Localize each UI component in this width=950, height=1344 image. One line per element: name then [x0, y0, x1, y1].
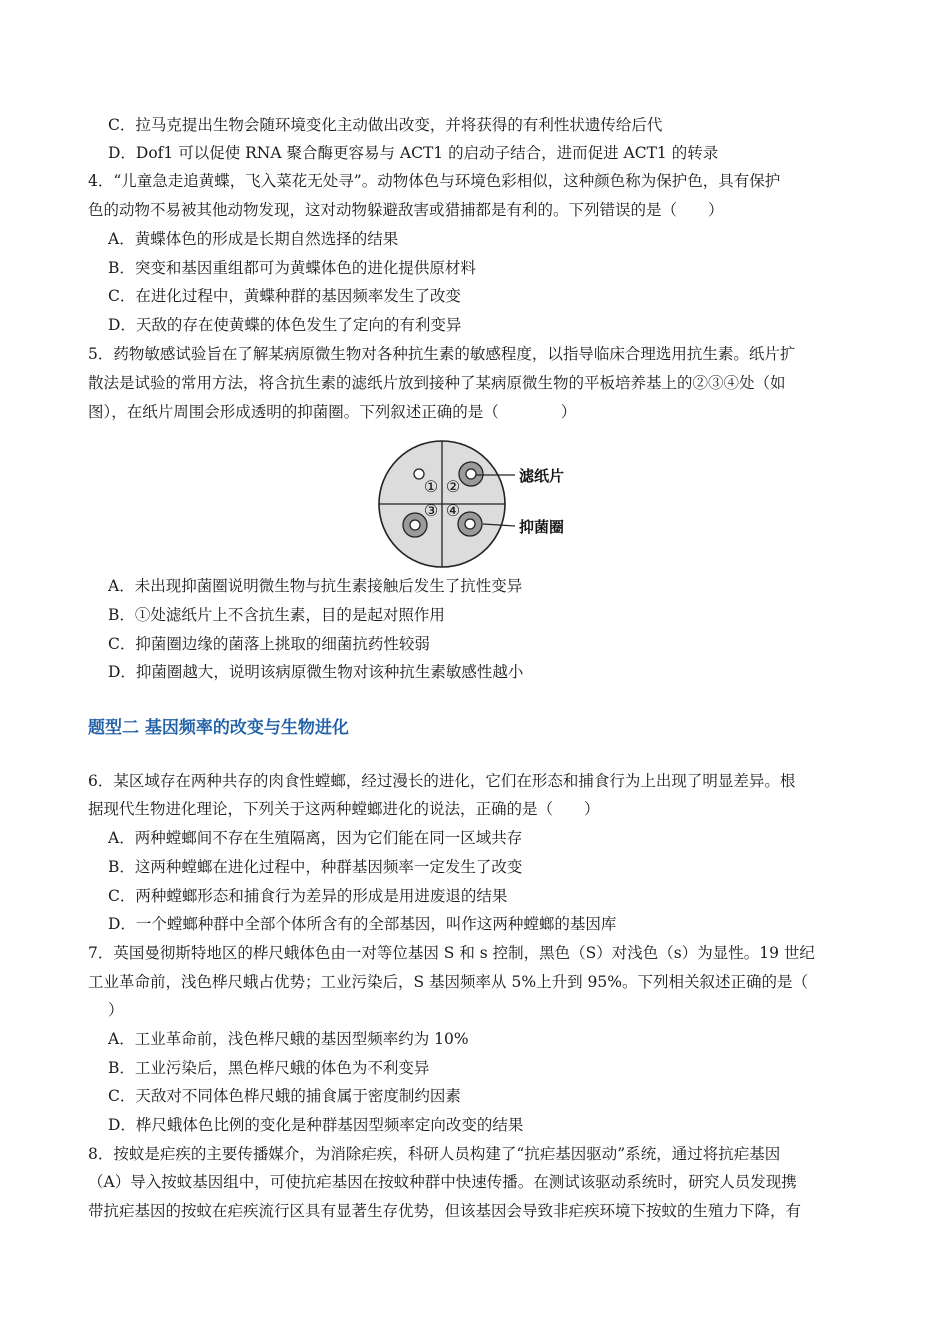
q7-option-d: D．桦尺蛾体色比例的变化是种群基因型频率定向改变的结果: [108, 1116, 524, 1134]
q6-option-a: A．两种螳螂间不存在生殖隔离，因为它们能在同一区域共存: [108, 829, 523, 847]
position-label-1: ①: [423, 477, 439, 496]
q4-stem-1: 4．“儿童急走追黄蝶，飞入菜花无处寻”。动物体色与环境色彩相似，这种颜色称为保护色，具有保护: [88, 172, 781, 190]
q5-option-b: B．①处滤纸片上不含抗生素，目的是起对照作用: [108, 606, 445, 624]
q7-option-a: A．工业革命前，浅色桦尺蛾的基因型频率约为 10%: [108, 1030, 469, 1048]
q7-stem-1: 7．英国曼彻斯特地区的桦尺蛾体色由一对等位基因 S 和 s 控制，黑色（S）对浅色（s）为显性。19 世纪: [88, 944, 815, 962]
q4-option-a: A．黄蝶体色的形成是长期自然选择的结果: [108, 230, 399, 248]
section-heading: 题型二 基因频率的改变与生物进化: [88, 718, 349, 738]
petri-dish-figure: [375, 440, 585, 570]
q7-option-b: B．工业污染后，黑色桦尺蛾的体色为不利变异: [108, 1059, 430, 1077]
label-inhibition-zone: 抑菌圈: [519, 518, 565, 536]
filter-disc-3: [410, 520, 420, 530]
position-label-2: ②: [445, 477, 461, 496]
filter-disc-4: [465, 519, 475, 529]
q7-option-c: C．天敌对不同体色桦尺蛾的捕食属于密度制约因素: [108, 1087, 461, 1105]
position-label-4: ④: [445, 501, 461, 520]
q5-stem-1: 5．药物敏感试验旨在了解某病原微生物对各种抗生素的敏感程度，以指导临床合理选用抗生素。纸片扩: [88, 345, 796, 363]
q4-option-b: B．突变和基因重组都可为黄蝶体色的进化提供原材料: [108, 259, 476, 277]
q5-stem-3: 图），在纸片周围会形成透明的抑菌圈。下列叙述正确的是（ ）: [88, 403, 577, 421]
position-label-3: ③: [423, 501, 439, 520]
q6-stem-2: 据现代生物进化理论，下列关于这两种螳螂进化的说法，正确的是（ ）: [88, 800, 600, 818]
q5-option-d: D．抑菌圈越大，说明该病原微生物对该种抗生素敏感性越小: [108, 663, 524, 681]
label-filter-disc: 滤纸片: [519, 467, 565, 485]
q8-stem-1: 8．按蚊是疟疾的主要传播媒介，为消除疟疾，科研人员构建了“抗疟基因驱动”系统，通过将抗疟基因: [88, 1145, 781, 1163]
filter-disc-1: [414, 469, 424, 479]
q7-stem-2: 工业革命前，浅色桦尺蛾占优势；工业污染后，S 基因频率从 5%上升到 95%。下列相关叙述正确的是（: [88, 973, 808, 991]
filter-disc-2: [466, 469, 476, 479]
q6-option-c: C．两种螳螂形态和捕食行为差异的形成是用进废退的结果: [108, 887, 508, 905]
q3-option-c: C．拉马克提出生物会随环境变化主动做出改变，并将获得的有利性状遗传给后代: [108, 116, 663, 134]
q8-stem-2: （A）导入按蚊基因组中，可使抗疟基因在按蚊种群中快速传播。在测试该驱动系统时，研究人员发现携: [88, 1173, 797, 1191]
q8-stem-3: 带抗疟基因的按蚊在疟疾流行区具有显著生存优势，但该基因会导致非疟疾环境下按蚊的生殖力下降，有: [88, 1202, 802, 1220]
q3-option-d: D．Dof1 可以促使 RNA 聚合酶更容易与 ACT1 的启动子结合，进而促进 ACT1 的转录: [108, 144, 719, 162]
q4-stem-2: 色的动物不易被其他动物发现，这对动物躲避敌害或猎捕都是有利的。下列错误的是（ ）: [88, 201, 724, 219]
q5-option-a: A．未出现抑菌圈说明微生物与抗生素接触后发生了抗性变异: [108, 577, 523, 595]
q4-option-c: C．在进化过程中，黄蝶种群的基因频率发生了改变: [108, 287, 461, 305]
q7-stem-3: ）: [108, 1001, 124, 1019]
q6-option-d: D．一个螳螂种群中全部个体所含有的全部基因，叫作这两种螳螂的基因库: [108, 915, 617, 933]
q5-stem-2: 散法是试验的常用方法，将含抗生素的滤纸片放到接种了某病原微生物的平板培养基上的②③④处（如: [88, 374, 786, 392]
q4-option-d: D．天敌的存在使黄蝶的体色发生了定向的有利变异: [108, 316, 462, 334]
q6-option-b: B．这两种螳螂在进化过程中，种群基因频率一定发生了改变: [108, 858, 523, 876]
q6-stem-1: 6．某区域存在两种共存的肉食性螳螂，经过漫长的进化，它们在形态和捕食行为上出现了明显差异。根: [88, 772, 796, 790]
q5-option-c: C．抑菌圈边缘的菌落上挑取的细菌抗药性较弱: [108, 635, 430, 653]
